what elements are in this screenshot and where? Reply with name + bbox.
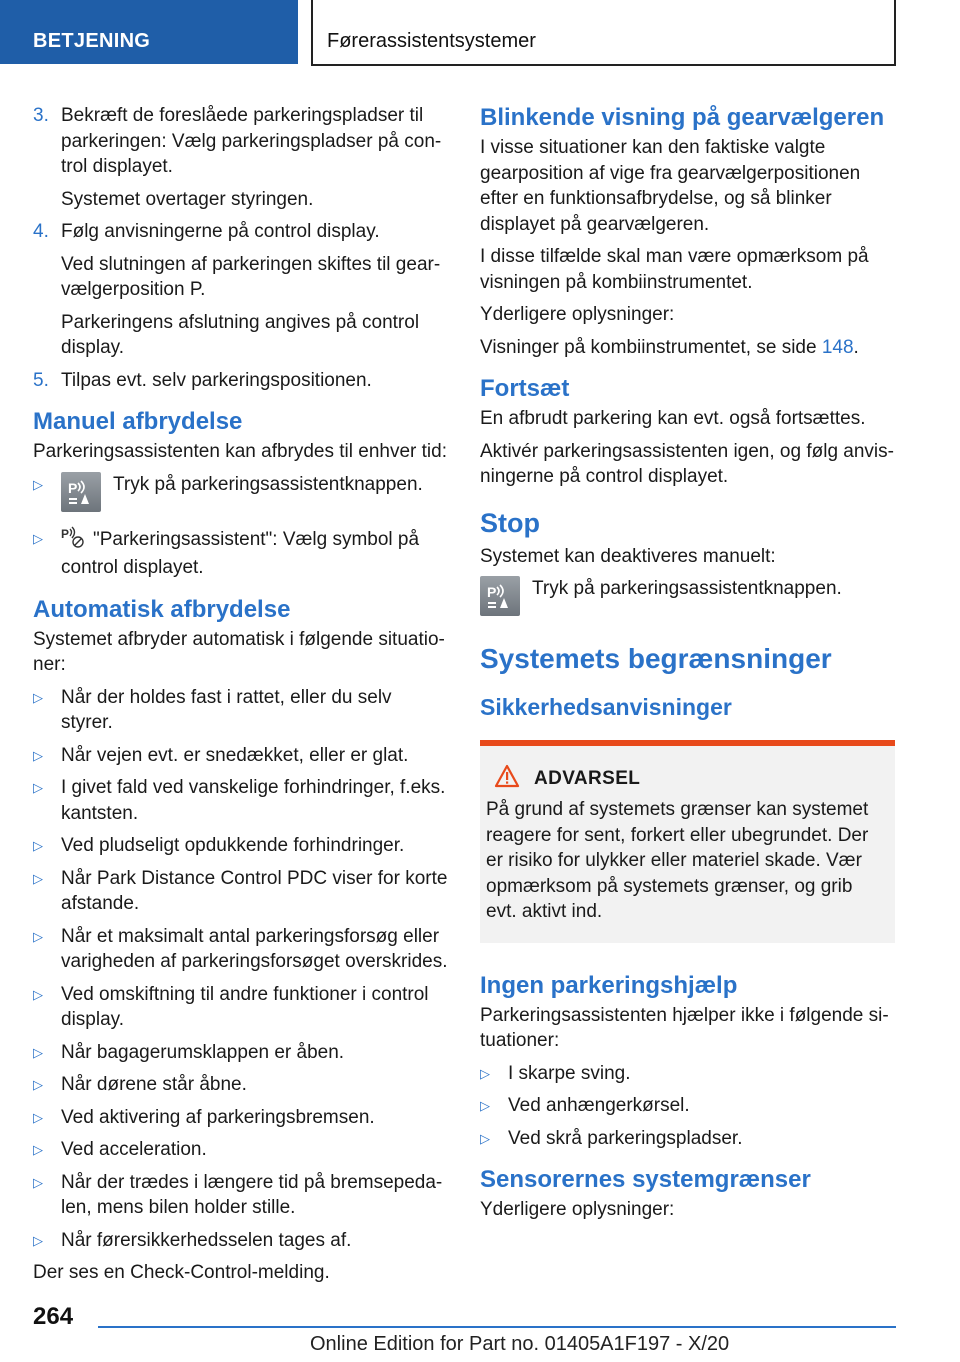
blink-p3: Yderligere oplysninger:	[480, 304, 675, 325]
step-text: Følg anvisningerne på control display.	[61, 221, 380, 242]
continue-p1: En afbrudt parkering kan evt. også fortsættes.	[480, 408, 866, 429]
triangle-right-icon: ▷	[33, 986, 43, 1002]
triangle-right-icon: ▷	[33, 1077, 43, 1092]
header-section-label: BETJENING	[33, 30, 151, 52]
manual-intro: Parkeringsassistenten kan afbrydes til enhver tid:	[33, 441, 447, 462]
blink-p4-end: .	[853, 336, 859, 358]
list-item	[33, 472, 448, 512]
list-item-text: Når vejen evt. er snedækket, eller er glat.	[61, 744, 409, 766]
triangle-right-icon: ▷	[33, 928, 43, 944]
heading-no-help: Ingen parkeringshjælp	[480, 971, 738, 999]
warning-title: ADVARSEL	[534, 767, 641, 789]
procedure-steps	[33, 103, 448, 393]
nohelp-intro: Parkeringsassistenten hjælper ikke i følgende situationer:	[480, 1004, 889, 1051]
parking-assistant-button-icon	[61, 472, 101, 512]
list-item	[33, 1072, 448, 1098]
manual-list	[33, 472, 448, 581]
warning-box	[480, 740, 895, 943]
parking-assistant-symbol-icon	[61, 526, 85, 556]
svg-text:P: P	[61, 526, 70, 541]
footer-edition: Online Edition for Part no. 01405A1F197 - X/20	[310, 1333, 730, 1355]
list-item-text: Ved anhængerkørsel.	[508, 1095, 690, 1116]
auto-outro: Der ses en Check-Control-melding.	[33, 1262, 330, 1283]
list-item	[33, 1040, 448, 1066]
list-item	[33, 1228, 448, 1254]
list-item-text: Når dørene står åbne.	[61, 1074, 247, 1095]
list-item	[480, 1126, 895, 1152]
triangle-right-icon: ▷	[33, 476, 43, 492]
list-item	[33, 526, 448, 581]
heading-safety: Sikkerhedsanvisninger	[480, 694, 732, 720]
blink-p4	[480, 335, 895, 361]
list-item-text: Ved skrå parkeringspladser.	[508, 1127, 743, 1149]
list-item-text: Ved acceleration.	[61, 1139, 207, 1160]
blink-p4-text: Visninger på kombiinstrumentet, se side	[480, 336, 822, 358]
heading-sensors: Sensorernes systemgrænser	[480, 1166, 811, 1193]
list-item-text: Når der trædes i længere tid på bremsepedalen, mens bilen holder stille.	[61, 1171, 443, 1218]
step-text: Bekræft de foreslåede parkeringspladser til parkeringen: Vælg parkeringspladser på control displayet.	[61, 105, 442, 177]
header-section-tab	[0, 0, 298, 64]
blink-p1: I visse situationer kan den faktiske valgte gearposition af vige fra gearvælgerpositionen efter en funktionsafbrydelse, og så blinker displayet på gearvælgeren.	[480, 137, 861, 235]
right-column	[480, 103, 895, 1230]
list-item	[33, 775, 448, 826]
triangle-right-icon: ▷	[33, 870, 43, 886]
list-item	[480, 1061, 895, 1087]
stop-item-text: Tryk på parkeringsassistentknappen.	[532, 578, 842, 599]
warning-triangle-icon	[494, 764, 520, 793]
triangle-right-icon: ▷	[33, 1142, 43, 1157]
step-text: Tilpas evt. selv parkeringspositionen.	[61, 369, 372, 391]
list-item	[33, 982, 448, 1033]
page-reference-link[interactable]: 148	[821, 336, 854, 358]
header-chapter-label: Førerassistentsystemer	[327, 30, 536, 52]
stop-p1: Systemet kan deaktiveres manuelt:	[480, 545, 776, 567]
step-text: Systemet overtager styringen.	[61, 188, 314, 210]
triangle-right-icon: ▷	[33, 1174, 43, 1190]
list-item-text: Ved aktivering af parkeringsbremsen.	[61, 1106, 375, 1128]
triangle-right-icon: ▷	[33, 747, 43, 763]
no-help-list	[480, 1061, 895, 1152]
step-item	[33, 219, 448, 361]
triangle-right-icon: ▷	[33, 780, 43, 795]
auto-intro: Systemet afbryder automatisk i følgende situationer:	[33, 628, 445, 675]
manual-item-text: Tryk på parkeringsassistentknappen.	[113, 473, 423, 495]
step-item	[33, 368, 448, 394]
list-item	[33, 743, 448, 769]
auto-interrupt-list	[33, 685, 448, 1254]
heading-limits: Systemets begrænsninger	[480, 643, 832, 674]
triangle-right-icon: ▷	[480, 1098, 490, 1113]
heading-continue: Fortsæt	[480, 375, 570, 402]
list-item-text: Ved pludseligt opdukkende forhindringer.	[61, 835, 405, 856]
svg-text:P: P	[68, 479, 78, 496]
heading-auto-interrupt: Automatisk afbrydelse	[33, 595, 291, 623]
list-item	[33, 1137, 448, 1163]
triangle-right-icon: ▷	[33, 689, 43, 705]
list-item-text: Ved omskiftning til andre funktioner i control display.	[61, 983, 429, 1030]
triangle-right-icon: ▷	[33, 1044, 43, 1060]
continue-p2: Aktivér parkeringsassistenten igen, og følg anvisningerne på control displayet.	[480, 440, 894, 487]
list-item-text: Når bagagerumsklappen er åben.	[61, 1041, 345, 1063]
triangle-right-icon: ▷	[480, 1065, 490, 1081]
step-number: 4.	[33, 221, 49, 242]
sensors-p1: Yderligere oplysninger:	[480, 1199, 675, 1220]
triangle-right-icon: ▷	[480, 1130, 490, 1146]
triangle-right-icon: ▷	[33, 530, 43, 546]
header-chapter-tab	[311, 0, 896, 66]
list-item	[33, 1170, 448, 1221]
step-item	[33, 103, 448, 212]
list-item	[33, 866, 448, 917]
heading-stop: Stop	[480, 507, 540, 538]
triangle-right-icon: ▷	[33, 1232, 43, 1248]
stop-item	[480, 576, 895, 616]
list-item-text: I skarpe sving.	[508, 1062, 631, 1084]
heading-blink: Blinkende visning på gearvælgeren	[480, 104, 885, 131]
list-item	[33, 1105, 448, 1131]
step-text: Parkeringens afslutning angives på control display.	[61, 311, 420, 358]
list-item-text: Når førersikkerhedsselen tages af.	[61, 1229, 352, 1251]
page-number: 264	[33, 1303, 74, 1330]
heading-manual-interrupt: Manuel afbrydelse	[33, 408, 243, 435]
step-text: Ved slutningen af parkeringen skiftes til gearvælgerposition P.	[61, 253, 441, 300]
warning-text: På grund af systemets grænser kan systemet reagere for sent, forkert eller ubegrundet. Der er risiko for ulykker eller materiel skade. Vær opmærksom på systemets grænser, og grib evt. aktivt ind.	[486, 799, 869, 922]
triangle-right-icon: ▷	[33, 838, 43, 853]
step-number: 5.	[33, 369, 49, 391]
list-item-text: I givet fald ved vanskelige forhindringer, f.eks. kantsten.	[61, 777, 446, 824]
list-item	[33, 833, 448, 859]
triangle-right-icon: ▷	[33, 1109, 43, 1125]
list-item-text: Når der holdes fast i rattet, eller du selv styrer.	[61, 686, 392, 733]
warning-header	[486, 764, 887, 793]
svg-text:P: P	[487, 584, 497, 600]
left-column	[33, 103, 448, 1293]
step-number: 3.	[33, 105, 49, 126]
list-item	[33, 924, 448, 975]
blink-p2: I disse tilfælde skal man være opmærksom på visningen på kombiinstrumentet.	[480, 246, 869, 293]
list-item	[33, 685, 448, 736]
manual-item-text: "Parkeringsassistent": Vælg symbol på control displayet.	[61, 528, 420, 578]
parking-assistant-button-icon	[480, 576, 520, 616]
footer-divider	[98, 1326, 896, 1328]
list-item-text: Når et maksimalt antal parkeringsforsøg eller varigheden af parkeringsforsøget overskrides.	[61, 925, 448, 972]
list-item-text: Når Park Distance Control PDC viser for korte afstande.	[61, 867, 448, 914]
list-item	[480, 1093, 895, 1119]
